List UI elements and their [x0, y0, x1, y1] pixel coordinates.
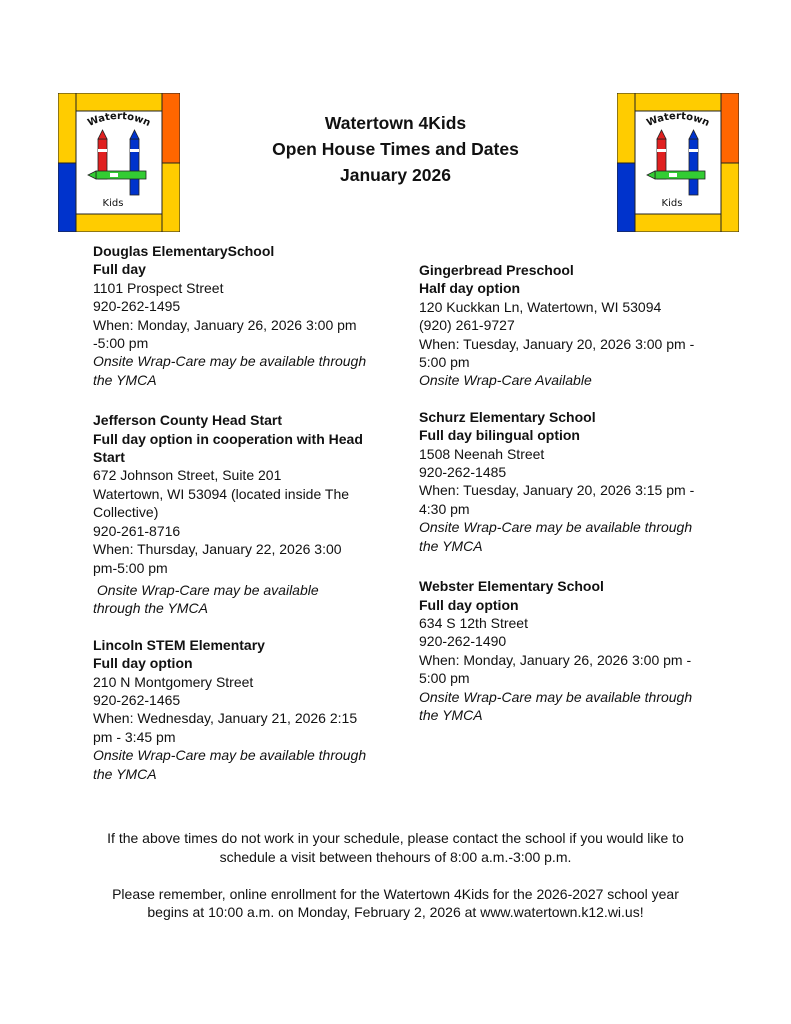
school-option: Full day option: [419, 596, 519, 613]
watertown-4kids-logo-left: [58, 93, 180, 232]
school-option: Half day option: [419, 280, 521, 297]
school-entry-schurz: [419, 408, 704, 555]
left-column: [93, 242, 375, 801]
title-line-2: Open House Times and Dates: [272, 139, 519, 159]
school-when: When: Monday, January 26, 2026 3:00 pm -: [419, 651, 692, 668]
school-wrap-care: Onsite Wrap-Care may be available through: [419, 519, 693, 536]
school-when: When: Monday, January 26, 2026 3:00 pm: [93, 316, 357, 333]
school-when: When: Tuesday, January 20, 2026 3:00 pm -: [419, 335, 695, 352]
school-wrap-care: Onsite Wrap-Care may be available: [93, 581, 319, 598]
title-line-1: Watertown 4Kids: [324, 113, 467, 133]
school-when: When: Tuesday, January 20, 2026 3:15 pm -: [419, 482, 695, 499]
footer-notes: [80, 829, 711, 940]
school-wrap-care: Onsite Wrap-Care may be available through: [419, 688, 693, 705]
school-address: 210 N Montgomery Street: [93, 673, 254, 690]
schedule-note: [80, 829, 711, 867]
school-when-cont: -5:00 pm: [93, 335, 149, 352]
school-entry-jefferson: [93, 411, 375, 617]
logo-graphic: [58, 93, 180, 232]
school-when: When: Wednesday, January 21, 2026 2:15: [93, 710, 358, 727]
title-line-3: January 2026: [340, 165, 451, 185]
school-address: 672 Johnson Street, Suite 201: [93, 467, 282, 484]
school-wrap-care-cont: the YMCA: [93, 371, 157, 388]
school-address: 120 Kuckkan Ln, Watertown, WI 53094: [419, 298, 662, 315]
school-when-cont: pm - 3:45 pm: [93, 728, 176, 745]
school-wrap-care-cont: the YMCA: [93, 765, 157, 782]
logo-bottom-text: Kids: [661, 198, 683, 209]
school-wrap-care: Onsite Wrap-Care may be available through: [93, 353, 367, 370]
school-option: Full day bilingual option: [419, 427, 580, 444]
school-name: Lincoln STEM Elementary: [93, 636, 265, 653]
school-wrap-care-cont: the YMCA: [419, 706, 483, 723]
enrollment-note-line-1: Please remember, online enrollment for the Watertown 4Kids for the 2026-2027 school year: [112, 885, 679, 902]
school-wrap-care: Onsite Wrap-Care may be available through: [93, 747, 367, 764]
school-when: When: Thursday, January 22, 2026 3:00: [93, 541, 342, 558]
school-phone: 920-262-1465: [93, 691, 181, 708]
school-address-cont: Watertown, WI 53094 (located inside The: [93, 485, 350, 502]
school-name: Jefferson County Head Start: [93, 412, 283, 429]
school-address: 1101 Prospect Street: [93, 279, 224, 296]
school-entry-gingerbread: [419, 261, 704, 390]
school-name: Schurz Elementary School: [419, 408, 596, 425]
school-option-cont: Start: [93, 449, 125, 466]
enrollment-note-line-2: begins at 10:00 a.m. on Monday, February 2, 2026 at www.watertown.k12.wi.us!: [147, 904, 644, 921]
page-title: [200, 110, 591, 188]
school-name: Douglas ElementarySchool: [93, 243, 275, 259]
school-address-cont: Collective): [93, 504, 159, 521]
school-phone: 920-262-1495: [93, 298, 181, 315]
school-wrap-care-cont: through the YMCA: [93, 600, 208, 617]
logo-bottom-text: Kids: [102, 198, 124, 209]
school-option: Full day option: [93, 655, 193, 672]
school-phone: 920-262-1490: [419, 633, 507, 650]
school-when-cont: 5:00 pm: [419, 670, 470, 687]
school-phone: 920-261-8716: [93, 522, 181, 539]
school-address: 1508 Neenah Street: [419, 445, 545, 462]
school-when-cont: 5:00 pm: [419, 354, 470, 371]
watertown-4kids-logo-right: [617, 93, 739, 232]
schedule-note-line-2: schedule a visit between thehours of 8:00 a.m.-3:00 p.m.: [219, 848, 572, 865]
school-address: 634 S 12th Street: [419, 614, 528, 631]
school-option: Full day option in cooperation with Head: [93, 430, 363, 447]
school-entry-webster: [419, 577, 704, 724]
logo-graphic: [617, 93, 739, 232]
schedule-note-line-1: If the above times do not work in your schedule, please contact the school if you would like to: [107, 830, 684, 846]
right-column: [419, 261, 704, 742]
school-name: Webster Elementary School: [419, 578, 604, 595]
school-phone: (920) 261-9727: [419, 317, 515, 334]
school-option: Full day: [93, 261, 146, 278]
school-wrap-care-cont: the YMCA: [419, 537, 483, 554]
school-phone: 920-262-1485: [419, 464, 507, 481]
logo-top-text: Watertown: [86, 110, 152, 130]
school-wrap-care: Onsite Wrap-Care Available: [419, 372, 592, 389]
enrollment-note: [80, 885, 711, 923]
school-name: Gingerbread Preschool: [419, 262, 574, 278]
school-when-cont: 4:30 pm: [419, 500, 470, 517]
school-entry-lincoln: [93, 636, 375, 783]
school-entry-douglas: [93, 242, 375, 389]
school-when-cont: pm-5:00 pm: [93, 559, 168, 576]
logo-top-text: Watertown: [645, 110, 711, 130]
